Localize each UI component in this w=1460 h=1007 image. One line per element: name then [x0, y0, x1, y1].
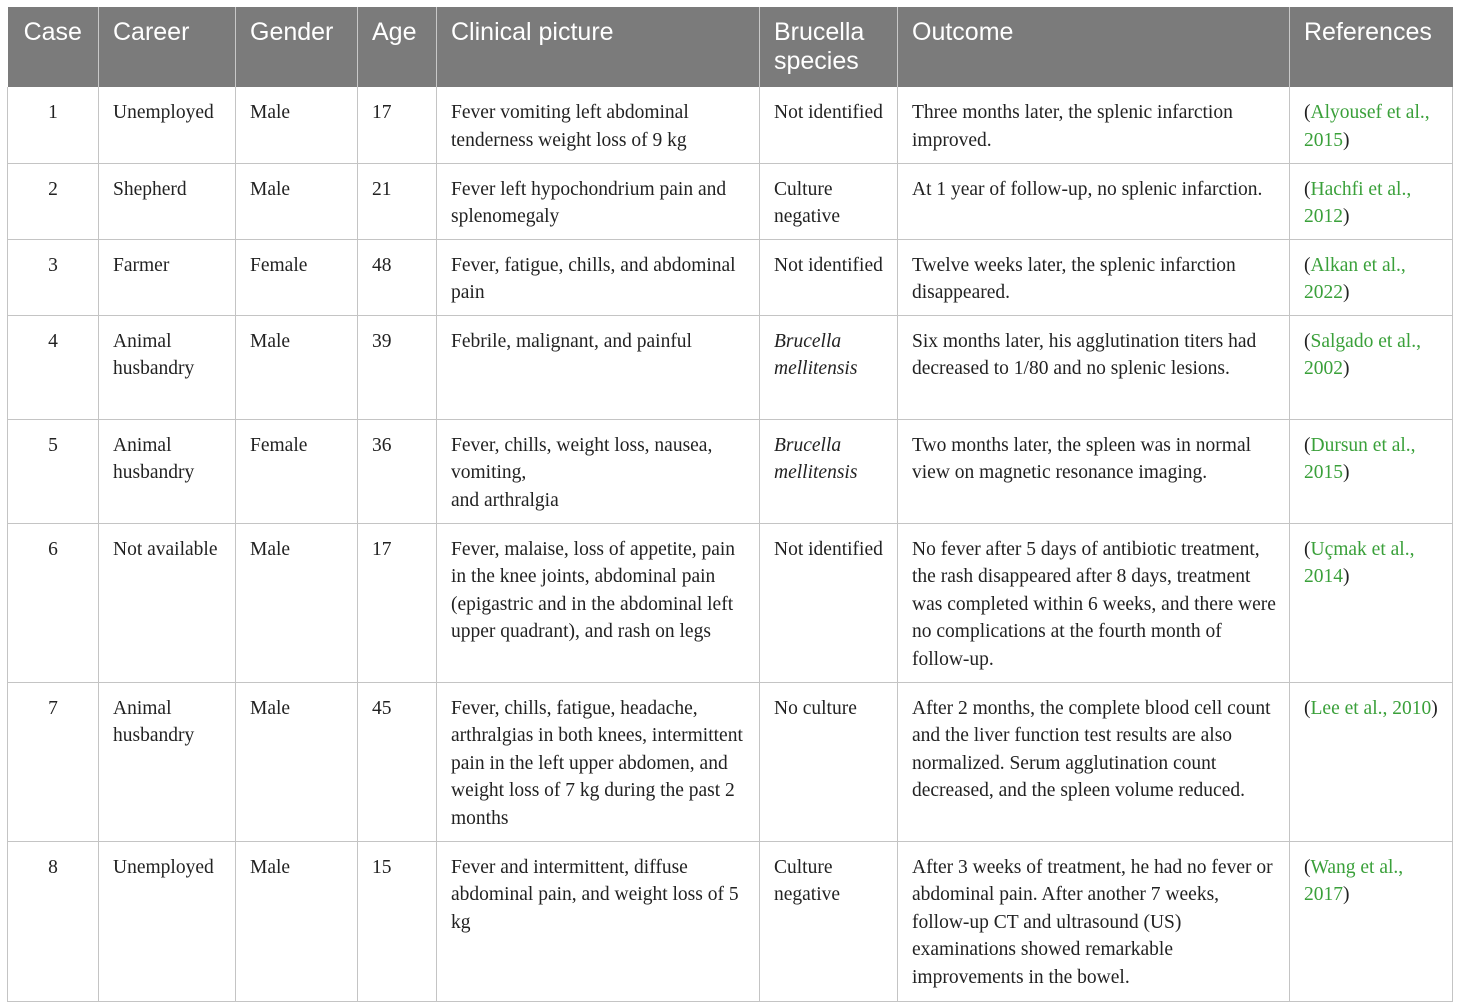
cell-age: 48 [358, 239, 437, 315]
table-row [8, 682, 1453, 841]
cell-case: 3 [8, 239, 99, 315]
header-clinical-picture: Clinical picture [437, 7, 760, 87]
cell-career: Shepherd [99, 163, 236, 239]
cell-gender: Male [236, 315, 358, 419]
cell-age: 15 [358, 841, 437, 1001]
header-career: Career [99, 7, 236, 87]
table-row [8, 163, 1453, 239]
cell-outcome: Six months later, his agglutination titers had decreased to 1/80 and no splenic lesions. [898, 315, 1290, 419]
reference-open-paren: ( [1304, 697, 1311, 719]
reference-open-paren: ( [1304, 856, 1311, 878]
cell-brucella-species: Culture negative [760, 841, 898, 1001]
cell-brucella-species: Not identified [760, 87, 898, 163]
reference-close-paren: ) [1343, 884, 1350, 906]
table-row [8, 315, 1453, 419]
reference-close-paren: ) [1343, 462, 1350, 484]
cell-brucella-species: Culture negative [760, 163, 898, 239]
cell-outcome: Two months later, the spleen was in normal view on magnetic resonance imaging. [898, 419, 1290, 523]
header-gender: Gender [236, 7, 358, 87]
cell-gender: Female [236, 419, 358, 523]
cell-gender: Male [236, 682, 358, 841]
cell-brucella-species: Not identified [760, 523, 898, 682]
cell-career: Not available [99, 523, 236, 682]
cell-outcome: At 1 year of follow-up, no splenic infarction. [898, 163, 1290, 239]
header-brucella-species: Brucella species [760, 7, 898, 87]
cell-case: 7 [8, 682, 99, 841]
cell-clinical-picture: Fever left hypochondrium pain and splenomegaly [437, 163, 760, 239]
cell-career: Farmer [99, 239, 236, 315]
table-row [8, 87, 1453, 163]
table-header-row [8, 7, 1453, 87]
reference-close-paren: ) [1431, 697, 1438, 719]
cell-brucella-species: Brucella mellitensis [760, 315, 898, 419]
cell-clinical-picture: Fever, chills, fatigue, headache, arthralgias in both knees, intermittent pain in the left upper abdomen, and weight loss of 7 kg during the past 2 months [437, 682, 760, 841]
reference-link[interactable]: Salgado et al., 2002 [1304, 330, 1421, 380]
reference-link[interactable]: Uçmak et al., 2014 [1304, 538, 1415, 588]
cell-case: 8 [8, 841, 99, 1001]
cell-age: 36 [358, 419, 437, 523]
table-row [8, 419, 1453, 523]
header-case: Case [8, 7, 99, 87]
header-age: Age [358, 7, 437, 87]
cell-career: Animal husbandry [99, 419, 236, 523]
cell-references [1290, 239, 1453, 315]
cell-age: 17 [358, 87, 437, 163]
cell-references [1290, 87, 1453, 163]
reference-link[interactable]: Wang et al., 2017 [1304, 856, 1404, 906]
cell-career: Animal husbandry [99, 315, 236, 419]
reference-close-paren: ) [1343, 282, 1350, 304]
cell-brucella-species: Brucella mellitensis [760, 419, 898, 523]
cell-clinical-picture: Febrile, malignant, and painful [437, 315, 760, 419]
cell-age: 45 [358, 682, 437, 841]
header-references: References [1290, 7, 1453, 87]
reference-open-paren: ( [1304, 102, 1311, 123]
cell-outcome: No fever after 5 days of antibiotic treatment, the rash disappeared after 8 days, treatment was completed within 6 weeks, and there were no complications at the fourth month of follow-up. [898, 523, 1290, 682]
cell-case: 5 [8, 419, 99, 523]
cell-clinical-picture: Fever vomiting left abdominal tenderness weight loss of 9 kg [437, 87, 760, 163]
cell-case: 6 [8, 523, 99, 682]
cell-outcome: After 2 months, the complete blood cell count and the liver function test results are also normalized. Serum agglutination count decreased, and the spleen volume reduced. [898, 682, 1290, 841]
cell-brucella-species: No culture [760, 682, 898, 841]
reference-link[interactable]: Dursun et al., 2015 [1304, 434, 1416, 484]
cell-case: 2 [8, 163, 99, 239]
reference-link[interactable]: Hachfi et al., 2012 [1304, 178, 1412, 228]
reference-open-paren: ( [1304, 538, 1311, 560]
cell-career: Unemployed [99, 841, 236, 1001]
cell-career: Animal husbandry [99, 682, 236, 841]
header-outcome: Outcome [898, 7, 1290, 87]
reference-close-paren: ) [1343, 358, 1350, 380]
cell-references [1290, 419, 1453, 523]
table-row [8, 523, 1453, 682]
cell-clinical-picture: Fever, chills, weight loss, nausea, vomiting, and arthralgia [437, 419, 760, 523]
reference-link[interactable]: Alkan et al., 2022 [1304, 254, 1406, 304]
reference-link[interactable]: Lee et al., 2010 [1310, 697, 1432, 719]
table-row [8, 239, 1453, 315]
reference-close-paren: ) [1343, 566, 1350, 588]
cell-age: 17 [358, 523, 437, 682]
cell-age: 21 [358, 163, 437, 239]
reference-open-paren: ( [1304, 330, 1311, 352]
reference-open-paren: ( [1304, 254, 1311, 276]
cell-outcome: After 3 weeks of treatment, he had no fever or abdominal pain. After another 7 weeks, follow-up CT and ultrasound (US) examinations showed remarkable improvements in the bowel. [898, 841, 1290, 1001]
table-body [8, 87, 1453, 1001]
cell-case: 4 [8, 315, 99, 419]
cell-age: 39 [358, 315, 437, 419]
cell-career: Unemployed [99, 87, 236, 163]
cell-clinical-picture: Fever, fatigue, chills, and abdominal pain [437, 239, 760, 315]
table-row [8, 841, 1453, 1001]
cell-clinical-picture: Fever and intermittent, diffuse abdominal pain, and weight loss of 5 kg [437, 841, 760, 1001]
reference-open-paren: ( [1304, 178, 1311, 200]
cell-case: 1 [8, 87, 99, 163]
cell-references [1290, 315, 1453, 419]
cell-brucella-species: Not identified [760, 239, 898, 315]
cell-references [1290, 841, 1453, 1001]
cell-clinical-picture: Fever, malaise, loss of appetite, pain in the knee joints, abdominal pain (epigastric and in the abdominal left upper quadrant), and rash on legs [437, 523, 760, 682]
cell-gender: Male [236, 523, 358, 682]
cell-gender: Male [236, 163, 358, 239]
reference-open-paren: ( [1304, 434, 1311, 456]
cell-outcome: Twelve weeks later, the splenic infarction disappeared. [898, 239, 1290, 315]
cell-gender: Female [236, 239, 358, 315]
cell-gender: Male [236, 841, 358, 1001]
cell-outcome: Three months later, the splenic infarction improved. [898, 87, 1290, 163]
cell-references [1290, 523, 1453, 682]
reference-close-paren: ) [1343, 129, 1350, 151]
reference-link[interactable]: Alyousef et al., 2015 [1304, 102, 1430, 151]
cell-gender: Male [236, 87, 358, 163]
cell-references [1290, 682, 1453, 841]
reference-close-paren: ) [1343, 206, 1350, 228]
case-table [7, 7, 1453, 1002]
cell-references [1290, 163, 1453, 239]
